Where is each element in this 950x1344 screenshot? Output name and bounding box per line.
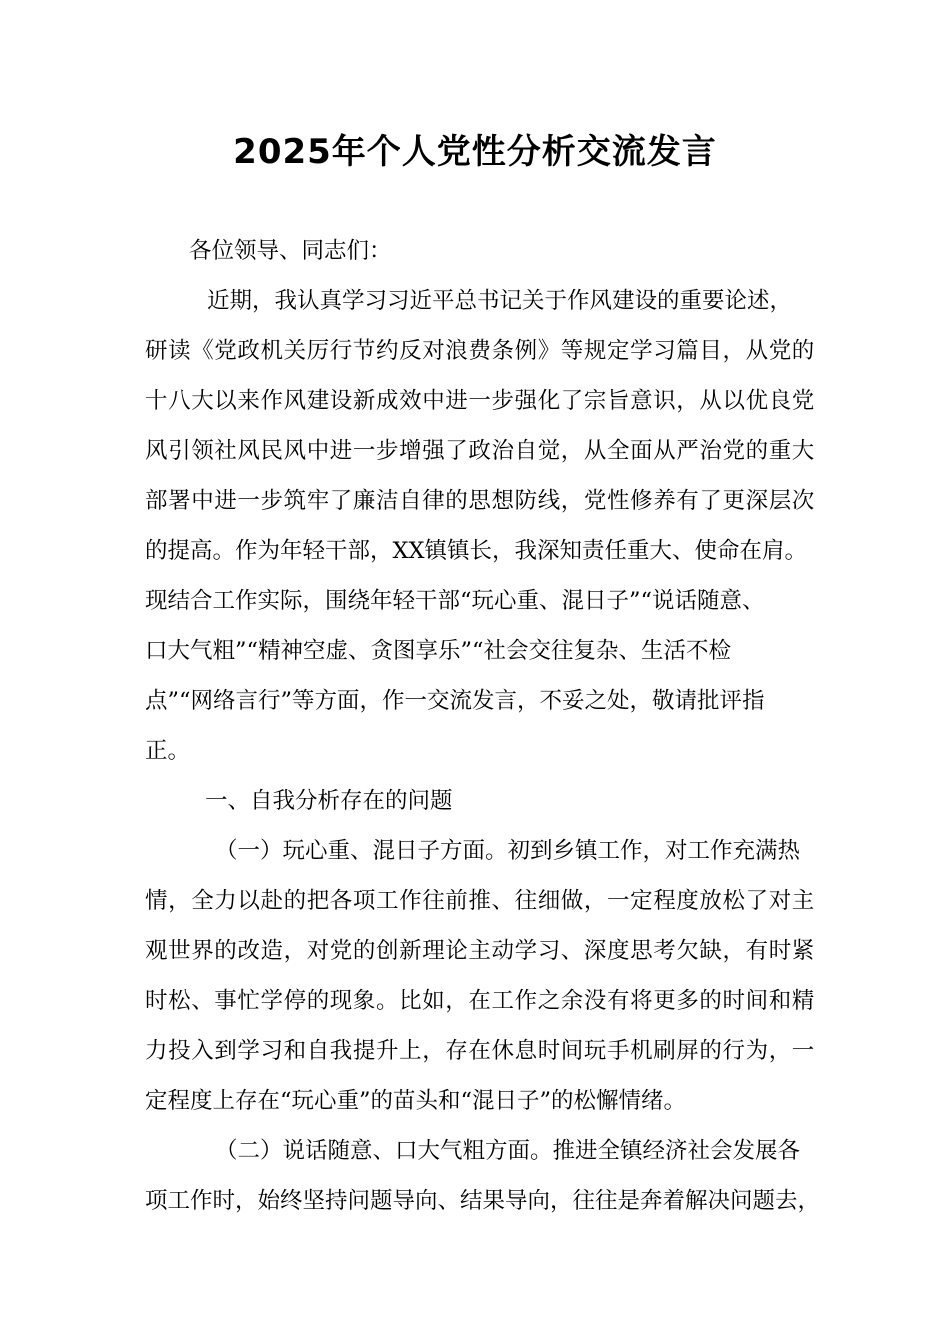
section-heading [145,776,821,826]
subsection2-line: 项工作时，始终坚持问题导向、结果导向，往往是奔着解决问题去， [145,1188,821,1214]
greeting-paragraph [145,226,821,276]
intro-line: 现结合工作实际，围绕年轻干部“玩心重、混日子”“说话随意、 [145,588,765,614]
intro-line: 部署中进一步筑牢了廉洁自律的思想防线，党性修养有了更深层次 [145,488,815,514]
subsection1-line: 情，全力以赴的把各项工作往前推、往细做，一定程度放松了对主 [145,888,815,914]
intro-line: 研读《党政机关厉行节约反对浪费条例》等规定学习篇目，从党的 [145,338,815,364]
subsection1-line: 力投入到学习和自我提升上，存在休息时间玩手机刷屏的行为，一 [145,1038,815,1064]
intro-line: 正。 [145,738,191,764]
section1-heading: 一、自我分析存在的问题 [205,788,453,814]
subsection2-line: （二）说话随意、口大气粗方面。推进全镇经济社会发展各 [215,1138,801,1164]
subsection1-paragraph [145,826,821,1126]
subsection1-line: 观世界的改造，对党的创新理论主动学习、深度思考欠缺，有时紧 [145,938,815,964]
intro-line: 口大气粗”“精神空虚、贪图享乐”“社会交往复杂、生活不检 [145,638,732,664]
subsection1-line: 时松、事忙学停的现象。比如，在工作之余没有将更多的时间和精 [145,988,815,1014]
subsection1-line: （一）玩心重、混日子方面。初到乡镇工作，对工作充满热 [215,838,801,864]
subsection1-line: 定程度上存在“玩心重”的苗头和“混日子”的松懈情绪。 [145,1088,687,1114]
document-body [145,226,821,1226]
intro-paragraph [145,276,821,776]
intro-line: 近期，我认真学习习近平总书记关于作风建设的重要论述， [207,288,793,314]
greeting-line: 各位领导、同志们： [189,238,392,264]
intro-line: 风引领社风民风中进一步增强了政治自觉，从全面从严治党的重大 [145,438,815,464]
intro-line: 点”“网络言行”等方面，作一交流发言，不妥之处，敬请批评指 [145,688,765,714]
subsection2-paragraph [145,1126,821,1226]
document-title: 2025年个人党性分析交流发言 [233,132,717,172]
intro-line: 十八大以来作风建设新成效中进一步强化了宗旨意识，从以优良党 [145,388,815,414]
intro-line: 的提高。作为年轻干部，XX镇镇长，我深知责任重大、使命在肩。 [145,538,808,564]
